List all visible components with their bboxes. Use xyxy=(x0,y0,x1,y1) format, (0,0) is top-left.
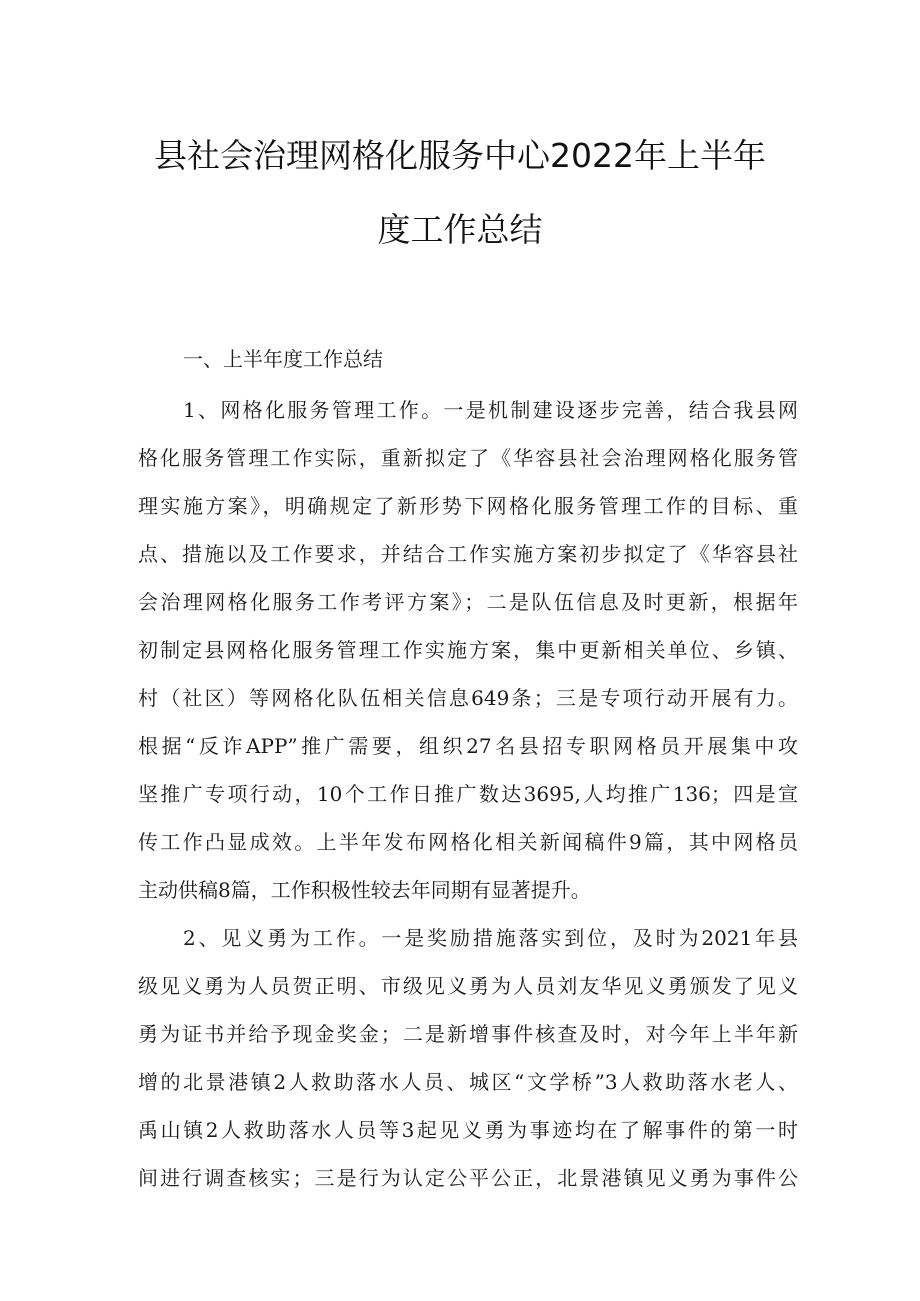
paragraph-2-line-1: 2、见义勇为工作。一是奖励措施落实到位，及时为2021年县 xyxy=(183,926,798,950)
paragraph-1-line-6: 初制定县网格化服务管理工作实施方案，集中更新相关单位、乡镇、 xyxy=(138,638,798,662)
paragraph-2-line-6: 间进行调查核实；三是行为认定公平公正，北景港镇见义勇为事件公 xyxy=(138,1166,798,1190)
paragraph-1-line-10: 传工作凸显成效。上半年发布网格化相关新闻稿件9篇，其中网格员 xyxy=(138,830,798,854)
paragraph-1-line-1: 1、网格化服务管理工作。一是机制建设逐步完善，结合我县网 xyxy=(183,398,798,422)
document-title-line-1: 县社会治理网格化服务中心2022年上半年 xyxy=(154,136,766,175)
paragraph-2-line-5: 禹山镇2人救助落水人员等3起见义勇为事迹均在了解事件的第一时 xyxy=(138,1118,798,1142)
paragraph-1-line-4: 点、措施以及工作要求，并结合工作实施方案初步拟定了《华容县社 xyxy=(138,542,798,566)
paragraph-1-line-8: 根据“反诈APP”推广需要，组织27名县招专职网格员开展集中攻 xyxy=(138,734,798,758)
paragraph-1-line-3: 理实施方案》，明确规定了新形势下网格化服务管理工作的目标、重 xyxy=(138,494,798,518)
paragraph-1-line-11: 主动供稿8篇，工作积极性较去年同期有显著提升。 xyxy=(138,878,591,902)
paragraph-2-line-2: 级见义勇为人员贺正明、市级见义勇为人员刘友华见义勇颁发了见义 xyxy=(138,974,798,998)
paragraph-1-line-5: 会治理网格化服务工作考评方案》；二是队伍信息及时更新，根据年 xyxy=(138,590,798,614)
paragraph-1-line-2: 格化服务管理工作实际，重新拟定了《华容县社会治理网格化服务管 xyxy=(138,446,798,470)
document-title-line-2: 度工作总结 xyxy=(377,210,543,249)
paragraph-2-line-3: 勇为证书并给予现金奖金；二是新增事件核查及时，对今年上半年新 xyxy=(138,1022,798,1046)
section-heading: 一、上半年度工作总结 xyxy=(183,347,383,371)
paragraph-1-line-9: 坚推广专项行动，10个工作日推广数达3695,人均推广136；四是宣 xyxy=(138,782,798,806)
paragraph-1-line-7: 村（社区）等网格化队伍相关信息649条；三是专项行动开展有力。 xyxy=(138,686,798,710)
paragraph-2-line-4: 增的北景港镇2人救助落水人员、城区“文学桥”3人救助落水老人、 xyxy=(138,1070,798,1094)
